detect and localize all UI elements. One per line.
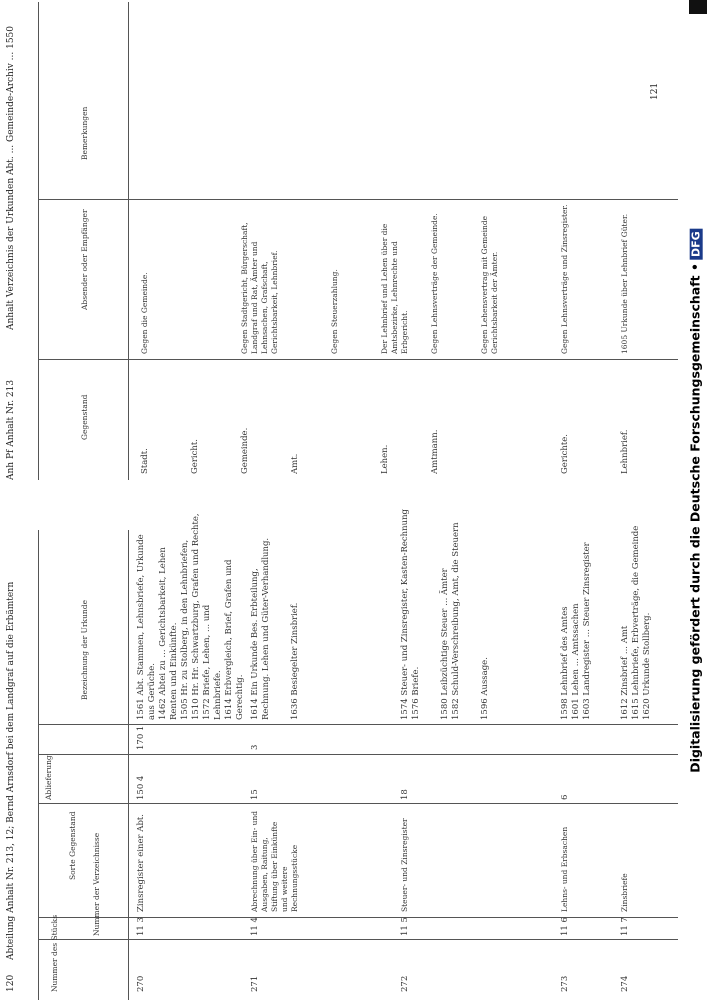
row-text-line: 1572 Briefe, Lehen, ... und — [202, 604, 212, 720]
row-text-line: Rechnung. Lehen und Güter-Verhandlung. — [261, 537, 271, 720]
row-text-line: Gerechtig. — [235, 674, 245, 720]
dfg-logo: DFG — [690, 228, 703, 260]
row-sig: 11 7 — [620, 917, 630, 936]
row-nr: 271 — [250, 975, 260, 992]
right-header-bottom-rule — [128, 2, 129, 480]
right-page-number: 121 — [650, 82, 660, 100]
row-abl2: 170 1 — [136, 725, 146, 750]
left-page-number: 120 — [6, 974, 16, 992]
row-text-line: 1636 Besiegelter Zinsbrief. — [290, 602, 300, 720]
row-abl: 18 — [400, 789, 410, 800]
col-header-nr: Nummer des Stücks — [50, 914, 59, 992]
row-text-line: 1576 Briefe. — [411, 666, 421, 720]
col-header-ablieferung: Ablieferung — [44, 755, 53, 800]
right-entry: 1605 Urkunde über Lehnbrief Güter. — [620, 213, 629, 354]
row-nr: 270 — [136, 975, 146, 992]
place-name: Gerichte. — [560, 434, 570, 474]
col-divider — [38, 359, 678, 360]
row-text-line: 1561 Abt. Stammen, Lehnsbriefe, Urkunde — [136, 534, 146, 720]
row-text-line: 1601 Lehen ... Amtssachen — [571, 603, 581, 720]
row-text-line: 1598 Lehnbrief des Amtes — [560, 606, 570, 720]
dfg-banner-text: Digitalisierung gefördert durch die Deutsche Forschungsgemeinschaft • — [688, 262, 703, 773]
right-entry: Gegen Lehensvertrag mit Gemeinde Gerichtsbarkeit der Ämter. — [480, 215, 499, 354]
row-abl: 6 — [560, 794, 570, 800]
row-text-line: 1582 Schuld-Verschreibung, Amt, die Steuern — [451, 522, 461, 720]
row-text-line: 1574 Steuer- und Zinsregister, Kasten-Rechnung — [400, 509, 410, 720]
row-text-line: 1603 Landregister ... Steuer Zinsregister — [582, 542, 592, 720]
place-name: Stadt. — [140, 448, 150, 474]
row-text-line: 1462 Abtei zu ... Gerichtsbarkeit, Lehen — [158, 547, 168, 720]
right-entry: Gegen Stadtgericht, Bürgerschaft, Landgraf und Rat, Ämter und Lehnsachen, Grafschaft, Gerichtsbarkeit, Lehnbrief. — [240, 222, 279, 354]
row-text-line: 1596 Aussage. — [480, 657, 490, 720]
row-text-line: 1505 Hr. zu Stolberg, in den Lehnbriefen, — [180, 539, 190, 720]
place-name: Lehen. — [380, 444, 390, 474]
right-entry: Gegen Lehnsverträge und Zinsregister. — [560, 204, 569, 354]
row-text-line: 1510 Hr. Hr. Schwartzburg, Grafen und Rechte, — [191, 513, 201, 720]
right-col-header-bemerkungen: Bemerkungen — [80, 106, 89, 160]
col-divider — [38, 724, 678, 725]
right-entry: Gegen die Gemeinde. — [140, 272, 149, 354]
row-sig: 11 6 — [560, 917, 570, 936]
col-header-signatur: Nummer der Verzeichnisse — [92, 832, 101, 936]
dfg-funding-banner — [684, 0, 707, 1000]
row-abl2: 3 — [250, 744, 260, 750]
row-text-line: 1612 Zinsbrief ... Amt — [620, 625, 630, 720]
col-divider — [38, 754, 678, 755]
row-text-line: 1614 Erbvergleich, Brief, Grafen und — [224, 559, 234, 720]
col-header-gegenstand: Sorte Gegenstand — [68, 811, 77, 880]
col-header-bezeichnung: Bezeichnung der Urkunde — [80, 599, 89, 700]
left-header-bottom-rule — [128, 530, 129, 1000]
place-name: Amt. — [290, 453, 300, 474]
row-text-line: Lehnbriefe. — [213, 670, 223, 720]
place-name: Gericht. — [190, 439, 200, 474]
row-text-line: 1620 Urkunde Stollberg. — [642, 612, 652, 720]
row-gegenstand: Zinsbriefe — [620, 873, 629, 912]
col-divider — [38, 803, 678, 804]
col-divider — [38, 917, 678, 918]
row-gegenstand: Zinsregister einer Abt. — [136, 813, 146, 912]
row-text-line: Renten und Einkünfte. — [169, 622, 179, 720]
row-text-line: 1615 Lehnbriefe, Erbverträge, die Gemeinde — [631, 525, 641, 720]
col-divider — [38, 199, 678, 200]
row-gegenstand: Abrechnung über Ein- und Ausgaben, Raitung, Stiftung über Einkünfte und weitere Rechnungsstücke — [250, 810, 299, 912]
right-page-ref: Anh Pf Anhalt Nr. 213 — [6, 379, 16, 480]
row-sig: 11 4 — [250, 917, 260, 936]
place-name: Amtmann. — [430, 429, 440, 474]
place-name: Gemeinde. — [240, 427, 250, 474]
row-nr: 272 — [400, 975, 410, 992]
row-sig: 11 5 — [400, 917, 410, 936]
col-divider — [38, 939, 678, 940]
row-nr: 274 — [620, 975, 630, 992]
row-text-line: 1614 Ein Urkunde Bes. Erbteilung, — [250, 568, 260, 720]
row-gegenstand: Lehns- und Erbsachen — [560, 826, 569, 912]
left-header-top-rule — [38, 530, 39, 1000]
row-abl: 150 4 — [136, 775, 146, 800]
right-col-header-gegenstand: Gegenstand — [80, 394, 89, 440]
right-entry: Der Lehnbrief und Lehen über die Amtsbezirke, Lehnrechte und Erbgericht. — [380, 223, 409, 354]
left-running-head: Abteilung Anhalt Nr. 213, 12; Bernd Arnsdorf bei dem Landgraf auf die Erbämtern — [6, 581, 16, 960]
right-col-header-absender: Absender oder Empfänger — [80, 209, 89, 310]
row-nr: 273 — [560, 975, 570, 992]
right-running-head: Anhalt Verzeichnis der Urkunden Abt. ... Gemeinde-Archiv ... 1550 — [6, 25, 16, 330]
row-text-line: 1580 Leibzüchtige Steuer ... Ämter — [440, 568, 450, 720]
place-name: Lehnbrief. — [620, 429, 630, 474]
row-gegenstand: Steuer- und Zinsregister — [400, 818, 409, 912]
row-text-line: aus Gerüche. — [147, 663, 157, 720]
right-entry: Gegen Lehnsverträge der Gemeinde. — [430, 213, 439, 354]
row-sig: 11 3 — [136, 917, 146, 936]
row-abl: 15 — [250, 789, 260, 800]
right-header-top-rule — [38, 2, 39, 480]
right-entry: Gegen Steuerzahlung. — [330, 269, 339, 354]
